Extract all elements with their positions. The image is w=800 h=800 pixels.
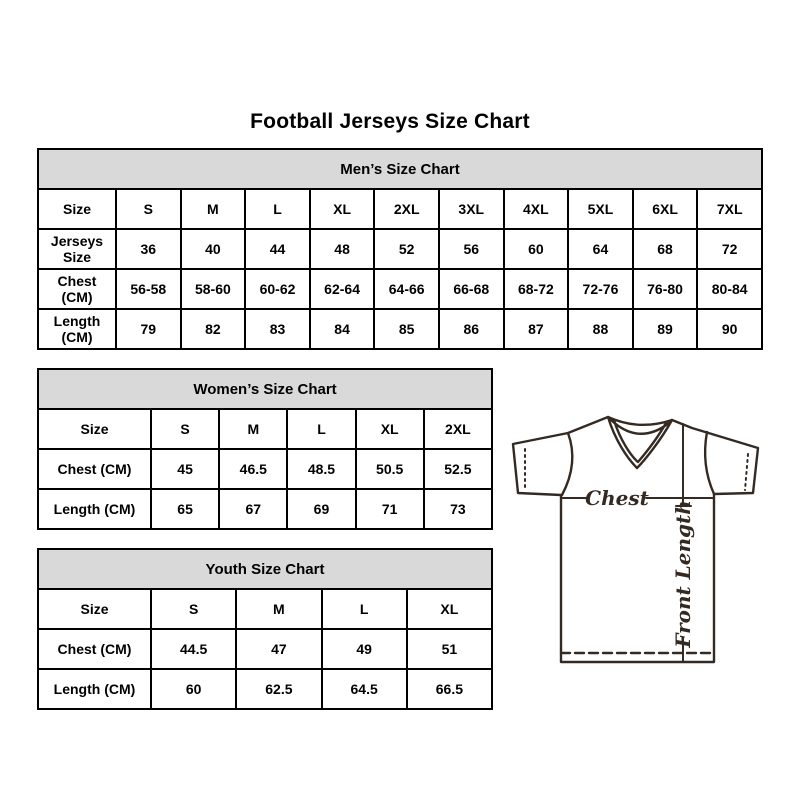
table-row bbox=[38, 629, 492, 669]
row-label-cell: Size bbox=[38, 189, 116, 229]
value-cell: XL bbox=[356, 409, 424, 449]
value-cell: 47 bbox=[236, 629, 321, 669]
value-cell: 48 bbox=[310, 229, 375, 269]
value-cell: 60 bbox=[151, 669, 236, 709]
row-label-cell: Length (CM) bbox=[38, 489, 151, 529]
table-row bbox=[38, 589, 492, 629]
value-cell: 44 bbox=[245, 229, 310, 269]
mens-size-table bbox=[37, 148, 763, 350]
row-label-cell: Length (CM) bbox=[38, 309, 116, 349]
front-length-measure-label: Front Length bbox=[671, 500, 695, 648]
row-label-cell: Size bbox=[38, 589, 151, 629]
value-cell: 2XL bbox=[424, 409, 492, 449]
value-cell: 48.5 bbox=[287, 449, 355, 489]
table-row bbox=[38, 669, 492, 709]
value-cell: 58-60 bbox=[181, 269, 246, 309]
row-label-cell: Jerseys Size bbox=[38, 229, 116, 269]
table-title: Women’s Size Chart bbox=[38, 369, 492, 409]
row-label-cell: Length (CM) bbox=[38, 669, 151, 709]
value-cell: S bbox=[151, 589, 236, 629]
value-cell: 90 bbox=[697, 309, 762, 349]
value-cell: 88 bbox=[568, 309, 633, 349]
row-label-cell: Chest (CM) bbox=[38, 269, 116, 309]
value-cell: 4XL bbox=[504, 189, 569, 229]
value-cell: 64.5 bbox=[322, 669, 407, 709]
table-row bbox=[38, 189, 762, 229]
value-cell: 52.5 bbox=[424, 449, 492, 489]
value-cell: 60 bbox=[504, 229, 569, 269]
value-cell: 85 bbox=[374, 309, 439, 349]
value-cell: 2XL bbox=[374, 189, 439, 229]
value-cell: 83 bbox=[245, 309, 310, 349]
value-cell: 46.5 bbox=[219, 449, 287, 489]
value-cell: 36 bbox=[116, 229, 181, 269]
value-cell: 62.5 bbox=[236, 669, 321, 709]
jersey-diagram-svg bbox=[505, 410, 765, 670]
value-cell: 6XL bbox=[633, 189, 698, 229]
youth-size-table bbox=[37, 548, 493, 710]
value-cell: 56-58 bbox=[116, 269, 181, 309]
value-cell: 3XL bbox=[439, 189, 504, 229]
value-cell: L bbox=[322, 589, 407, 629]
jersey-outline bbox=[513, 417, 758, 662]
value-cell: 64-66 bbox=[374, 269, 439, 309]
value-cell: S bbox=[116, 189, 181, 229]
value-cell: 84 bbox=[310, 309, 375, 349]
value-cell: 56 bbox=[439, 229, 504, 269]
value-cell: 64 bbox=[568, 229, 633, 269]
value-cell: 87 bbox=[504, 309, 569, 349]
value-cell: 89 bbox=[633, 309, 698, 349]
row-label-cell: Chest (CM) bbox=[38, 629, 151, 669]
value-cell: 72 bbox=[697, 229, 762, 269]
value-cell: 60-62 bbox=[245, 269, 310, 309]
table-title: Men’s Size Chart bbox=[38, 149, 762, 189]
value-cell: 68 bbox=[633, 229, 698, 269]
value-cell: 40 bbox=[181, 229, 246, 269]
jersey-measurement-diagram bbox=[505, 410, 765, 670]
value-cell: L bbox=[245, 189, 310, 229]
value-cell: 7XL bbox=[697, 189, 762, 229]
value-cell: M bbox=[236, 589, 321, 629]
table-row bbox=[38, 309, 762, 349]
value-cell: 72-76 bbox=[568, 269, 633, 309]
value-cell: 67 bbox=[219, 489, 287, 529]
table-row bbox=[38, 489, 492, 529]
table-row bbox=[38, 229, 762, 269]
chest-measure-label: Chest bbox=[585, 486, 649, 510]
page-title: Football Jerseys Size Chart bbox=[250, 110, 530, 134]
value-cell: 66.5 bbox=[407, 669, 492, 709]
value-cell: 44.5 bbox=[151, 629, 236, 669]
value-cell: 52 bbox=[374, 229, 439, 269]
value-cell: 86 bbox=[439, 309, 504, 349]
table-title: Youth Size Chart bbox=[38, 549, 492, 589]
value-cell: 82 bbox=[181, 309, 246, 349]
value-cell: 49 bbox=[322, 629, 407, 669]
value-cell: M bbox=[219, 409, 287, 449]
table-row bbox=[38, 269, 762, 309]
value-cell: 50.5 bbox=[356, 449, 424, 489]
row-label-cell: Size bbox=[38, 409, 151, 449]
value-cell: 71 bbox=[356, 489, 424, 529]
row-label-cell: Chest (CM) bbox=[38, 449, 151, 489]
value-cell: 79 bbox=[116, 309, 181, 349]
value-cell: 80-84 bbox=[697, 269, 762, 309]
value-cell: 5XL bbox=[568, 189, 633, 229]
value-cell: S bbox=[151, 409, 219, 449]
table-row bbox=[38, 449, 492, 489]
value-cell: L bbox=[287, 409, 355, 449]
value-cell: 51 bbox=[407, 629, 492, 669]
value-cell: XL bbox=[407, 589, 492, 629]
value-cell: 69 bbox=[287, 489, 355, 529]
womens-size-table bbox=[37, 368, 493, 530]
value-cell: 45 bbox=[151, 449, 219, 489]
value-cell: 65 bbox=[151, 489, 219, 529]
table-row bbox=[38, 409, 492, 449]
value-cell: 62-64 bbox=[310, 269, 375, 309]
value-cell: 66-68 bbox=[439, 269, 504, 309]
value-cell: XL bbox=[310, 189, 375, 229]
value-cell: 76-80 bbox=[633, 269, 698, 309]
value-cell: 68-72 bbox=[504, 269, 569, 309]
value-cell: M bbox=[181, 189, 246, 229]
value-cell: 73 bbox=[424, 489, 492, 529]
